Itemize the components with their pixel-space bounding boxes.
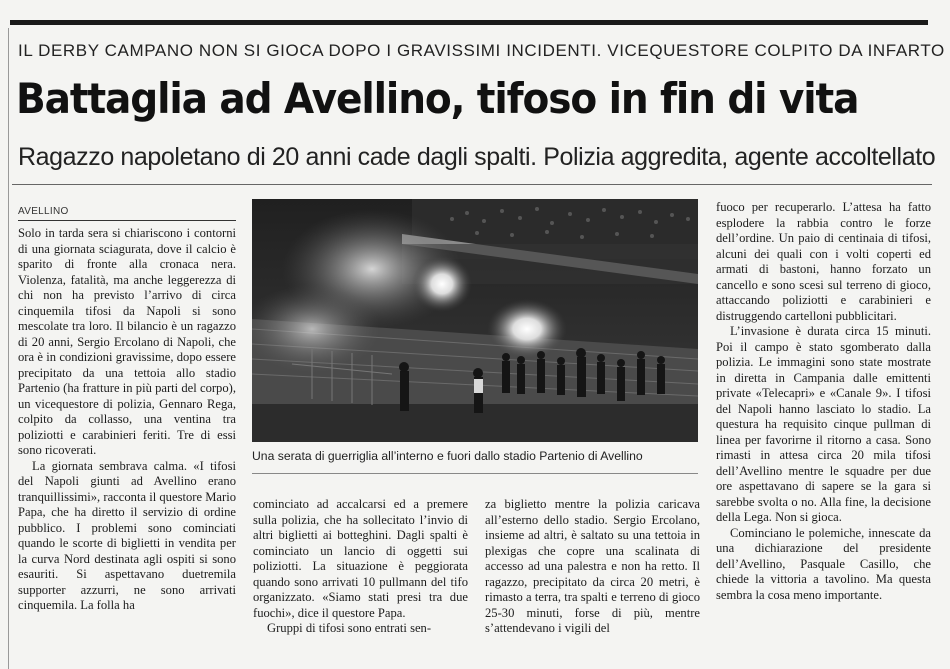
col1-paragraph-1: Solo in tarda sera si chiariscono i contorni di una giornata sciagurata, dove il calcio è sparito di fronte alla cronaca nera. Violenza, fatalità, ma anche leggerezza di chi non ha previsto l’arrivo di circa cinquemila tifosi da Napoli si sono mescolate tra loro. Il bilancio è un ragazzo di 20 anni, Sergio Ercolano di Napoli, che ora è in condizioni gravissime, dopo essere precipitato da una tettoia allo stadio Partenio (ha fratture in più parti del corpo), un vicequestore di polizia, Gennaro Rega, colpito da collasso, una ventina tra poliziotti e carabinieri feriti. Tre di essi sono ricoverati. bbox=[18, 226, 236, 457]
column-4 bbox=[716, 200, 931, 603]
subheadline: Ragazzo napoletano di 20 anni cade dagli spalti. Polizia aggredita, agente accoltellato bbox=[18, 143, 936, 171]
stadium-photo bbox=[252, 199, 698, 442]
dateline: AVELLINO bbox=[18, 206, 69, 217]
subhead-rule bbox=[12, 184, 932, 185]
page-edge-line bbox=[8, 28, 9, 669]
kicker: IL DERBY CAMPANO NON SI GIOCA DOPO I GRAVISSIMI INCIDENTI. VICEQUESTORE COLPITO DA INFARTO bbox=[18, 41, 945, 60]
caption-rule bbox=[252, 473, 698, 474]
col4-paragraph-1: fuoco per recuperarlo. L’attesa ha fatto esplodere la rabbia contro le forze dell’ordine. Un paio di centinaia di tifosi, alcuni dei quali con i volti coperti ed armati di bastoni, hanno forzato un cancello e sono scesi sul terreno di gioco, attaccando poliziotti e carabinieri e distruggendo cartelloni pubblicitari. bbox=[716, 200, 931, 323]
col2-paragraph-2: Gruppi di tifosi sono entrati sen- bbox=[267, 621, 432, 635]
column-2 bbox=[253, 497, 468, 637]
headline: Battaglia ad Avellino, tifoso in fin di vita bbox=[16, 74, 859, 123]
column-1 bbox=[18, 226, 236, 614]
col4-paragraph-2: L’invasione è durata circa 15 minuti. Poi il campo è stato sgomberato dalla polizia. Le immagini sono state mostrate in diretta in Campania dalle emittenti private «Telecapri» e «Canale 9». I tifosi del Napoli hanno lasciato lo stadio. La questura ha requisito cinque pullman di linea per favorirne il ritorno a casa. Sono rimasti in attesa circa 20 mila tifosi dell’Avellino mentre le squadre per due ore aspettavano di sapere se la gara si sarebbe svolta o no. Alla fine, la decisione della Lega. Non si gioca. bbox=[716, 324, 931, 524]
column-3 bbox=[485, 497, 700, 637]
photo-caption: Una serata di guerriglia all’interno e fuori dallo stadio Partenio di Avellino bbox=[252, 449, 643, 463]
col4-paragraph-3: Cominciano le polemiche, innescate da una dichiarazione del presidente dell’Avellino, Pasquale Casillo, che chiede la vittoria a tavolino. Ma questa sembra la cosa meno importante. bbox=[716, 525, 931, 602]
col3-paragraph-1: za biglietto mentre la polizia caricava all’esterno dello stadio. Sergio Ercolano, insieme ad altri, è saltato su una tettoia in plexigas che copre una scalinata di accesso ad una palestra e non ha retto. Il ragazzo, precipitato da circa 20 metri, è rimasto a terra, tra spalti e terreno di gioco 25-30 minuti, forse di più, mentre s’attendevano i vigili del bbox=[485, 497, 700, 635]
col1-paragraph-2: La giornata sembrava calma. «I tifosi del Napoli giunti ad Avellino erano tranquillissimi», racconta il questore Mario Papa, che ha diretto il servizio di ordine pubblico. I problemi sono cominciati quando le scorte di biglietti in vendita per la curva Nord destinata agli ospiti si sono esauriti. Si aspettavano duetremila supporter azzurri, ne sono arrivati cinquemila. La folla ha bbox=[18, 458, 236, 612]
col2-paragraph-1: cominciato ad accalcarsi ed a premere sulla polizia, che ha sollecitato l’invio di altri biglietti ai botteghini. Dagli spalti è cominciato un lancio di oggetti sui poliziotti. La situazione è peggiorata quando sono arrivati 10 pullmann del tifo organizzato. «Siamo stati presi tra due fuochi», dice il questore Papa. bbox=[253, 497, 468, 620]
dateline-rule bbox=[18, 220, 236, 221]
top-rule bbox=[10, 20, 928, 25]
